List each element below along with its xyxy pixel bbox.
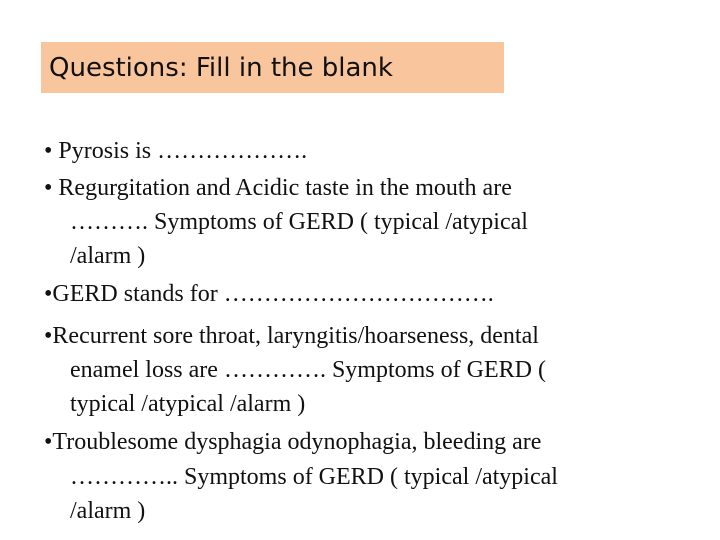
- question-5-line-3: /alarm ): [70, 498, 146, 524]
- question-4-line-3: typical /atypical /alarm ): [70, 391, 306, 417]
- question-3-line-1: •GERD stands for …………………………….: [44, 281, 494, 307]
- question-2-line-1: • Regurgitation and Acidic taste in the mouth are: [44, 175, 512, 201]
- question-4-line-2: enamel loss are …………. Symptoms of GERD (: [70, 357, 546, 383]
- question-2-line-3: /alarm ): [70, 243, 146, 269]
- slide-title: Questions: Fill in the blank: [49, 52, 393, 83]
- question-5-line-1: •Troublesome dysphagia odynophagia, bleeding are: [44, 429, 542, 455]
- question-4-line-1: •Recurrent sore throat, laryngitis/hoarseness, dental: [44, 323, 539, 349]
- question-2-line-2: ………. Symptoms of GERD ( typical /atypical: [70, 209, 528, 235]
- question-5-line-2: ………….. Symptoms of GERD ( typical /atypical: [70, 464, 558, 490]
- question-1-line-1: • Pyrosis is ……………….: [44, 138, 308, 164]
